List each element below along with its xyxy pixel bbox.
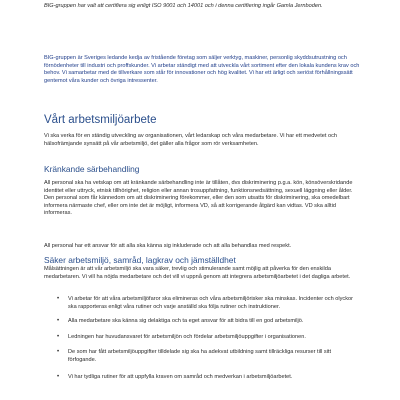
harassment-responsibility-text: All personal har ett ansvar för att alla ska känna sig inkluderade och att alla behandlas med respekt. <box>44 243 292 249</box>
work-environment-text: Vi ska verka för en ständig utveckling av organisationen, vårt ledarskap och våra medarbetare. Vi har ett medvetet och hälsofrämjande synsätt på vår arbetsmiljö, det gäller alla frågor som rör verksamheten. <box>44 133 338 147</box>
list-item <box>44 296 360 311</box>
heading-work-environment: Vårt arbetsmiljöarbete <box>44 114 157 126</box>
list-item-text: Ledningen har huvudansvaret för arbetsmiljön och fördelar arbetsmiljöuppgifter i organisationen. <box>68 333 306 340</box>
list-item <box>44 349 360 364</box>
bullet-glyph: • <box>57 373 60 380</box>
list-item-text: Alla medarbetare ska känna sig delaktiga och ta eget ansvar för att bidra till en god arbetsmiljö. <box>68 318 304 325</box>
list-item-text: De som har fått arbetsmiljöuppgifter tilldelade sig ska ha adekvat utbildning samt tillräckliga resurser till sitt förfogande. <box>68 349 332 363</box>
intro-line-2: BIG-gruppen har valt att certifiera sig enligt ISO 9001 och 14001 och i denna certifiering ingår Gamla Jernboden. <box>44 2 323 9</box>
harassment-text: All personal ska ha vetskap om att kränkande särbehandling inte är tillåten, dvs diskriminering p.g.a. kön, könsöverskridande identitet eller uttryck, etnisk tillhörighet, religion eller annan trosuppfattning, funktionsnedsättning, sexuell läggning eller ålder. Den personal som får kännedom om att diskriminering förekommer, eller den som utsatts för diskriminering, ska omedelbart informera närmaste chef, eller om inte det är möjligt, informera VD, så att korrigerande åtgärd kan vidtas. VD ska alltid informeras. <box>44 180 353 217</box>
intro-italic <box>44 0 384 10</box>
list-item-text: Vi arbetar för att våra arbetsmiljöfaror ska elimineras och våra arbetsmiljörisker ska minskas. Incidenter och olyckor ska rapporteras enligt våra rutiner och varje anställd ska följa rutiner och instruktioner. <box>68 296 353 310</box>
bullet-glyph: • <box>57 318 60 325</box>
list-item <box>44 334 360 342</box>
bullet-list <box>44 296 360 390</box>
list-item <box>44 374 360 382</box>
safe-environment-text: Målsättningen är att vår arbetsmiljö ska vara säker, trevlig och stimulerande samt möjlig att påverka för den enskilda medarbetaren. Vi vill ha nöjda medarbetare och det vill vi uppnå genom att integrera arbetsmiljöarbetet i det dagliga arbetet. <box>44 266 351 280</box>
company-paragraph: BIG-gruppen är Sveriges ledande kedja av fristående företag som säljer verktyg, maskiner, personlig skyddsutrustning och förnödenheter till industri och proffskunder. Vi arbetar ständigt med att utveckla vårt sortiment efter den lokala kundens krav och behov. Vi samarbetar med de tillverkare som står för innovationer och hög kvalitet. Vi har ett ärligt och seriöst förhållningssätt gentemot våra kunder och övriga intressenter. <box>44 55 360 84</box>
bullet-glyph: • <box>57 296 60 302</box>
bullet-glyph: • <box>57 349 60 356</box>
list-item-text: Vi har tydliga rutiner för att uppfylla kraven om samråd och medverkan i arbetsmiljöarbetet. <box>68 373 293 380</box>
heading-harassment: Kränkande särbehandling <box>44 164 140 174</box>
bullet-glyph: • <box>57 333 60 340</box>
list-item <box>44 318 360 326</box>
heading-safe-environment: Säker arbetsmiljö, samråd, lagkrav och jämställdhet <box>44 255 236 265</box>
